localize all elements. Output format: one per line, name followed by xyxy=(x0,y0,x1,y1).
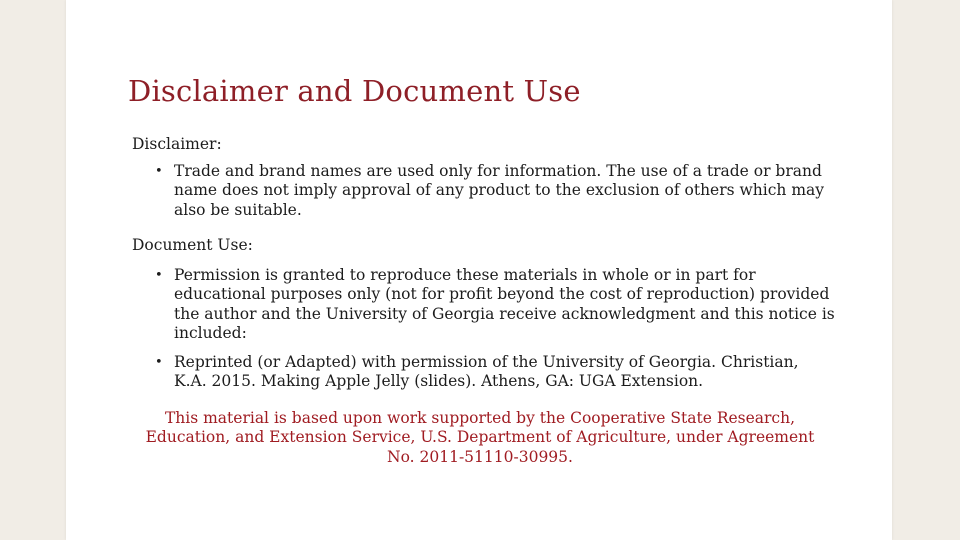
citation-text: Reprinted (or Adapted) with permission of the University of Georgia. Christian, K.A. 2015. Making Apple Jelly (slides). Athens, GA: UGA Extension. xyxy=(174,353,799,391)
disclaimer-heading: Disclaimer: xyxy=(132,135,222,153)
document-use-bullet-citation xyxy=(155,353,835,392)
permission-text: Permission is granted to reproduce these materials in whole or in part for educational purposes only (not for profit beyond the cost of reproduction) provided the author and the University of Georgia receive acknowledgment and this notice is included: xyxy=(174,266,835,342)
bullet-glyph: • xyxy=(155,164,163,179)
bullet-glyph: • xyxy=(155,268,163,283)
disclaimer-bullet xyxy=(155,162,835,220)
slide-title: Disclaimer and Document Use xyxy=(128,74,581,108)
funding-acknowledgment: This material is based upon work supported by the Cooperative State Research, Education, and Extension Service, U.S. Department of Agriculture, under Agreement No. 2011-51110-30995. xyxy=(145,409,815,466)
document-use-bullet-permission xyxy=(155,266,835,343)
document-use-heading: Document Use: xyxy=(132,236,253,254)
bullet-glyph: • xyxy=(155,355,163,370)
disclaimer-bullet-text: Trade and brand names are used only for information. The use of a trade or brand name does not imply approval of any product to the exclusion of others which may also be suitable. xyxy=(174,162,825,219)
